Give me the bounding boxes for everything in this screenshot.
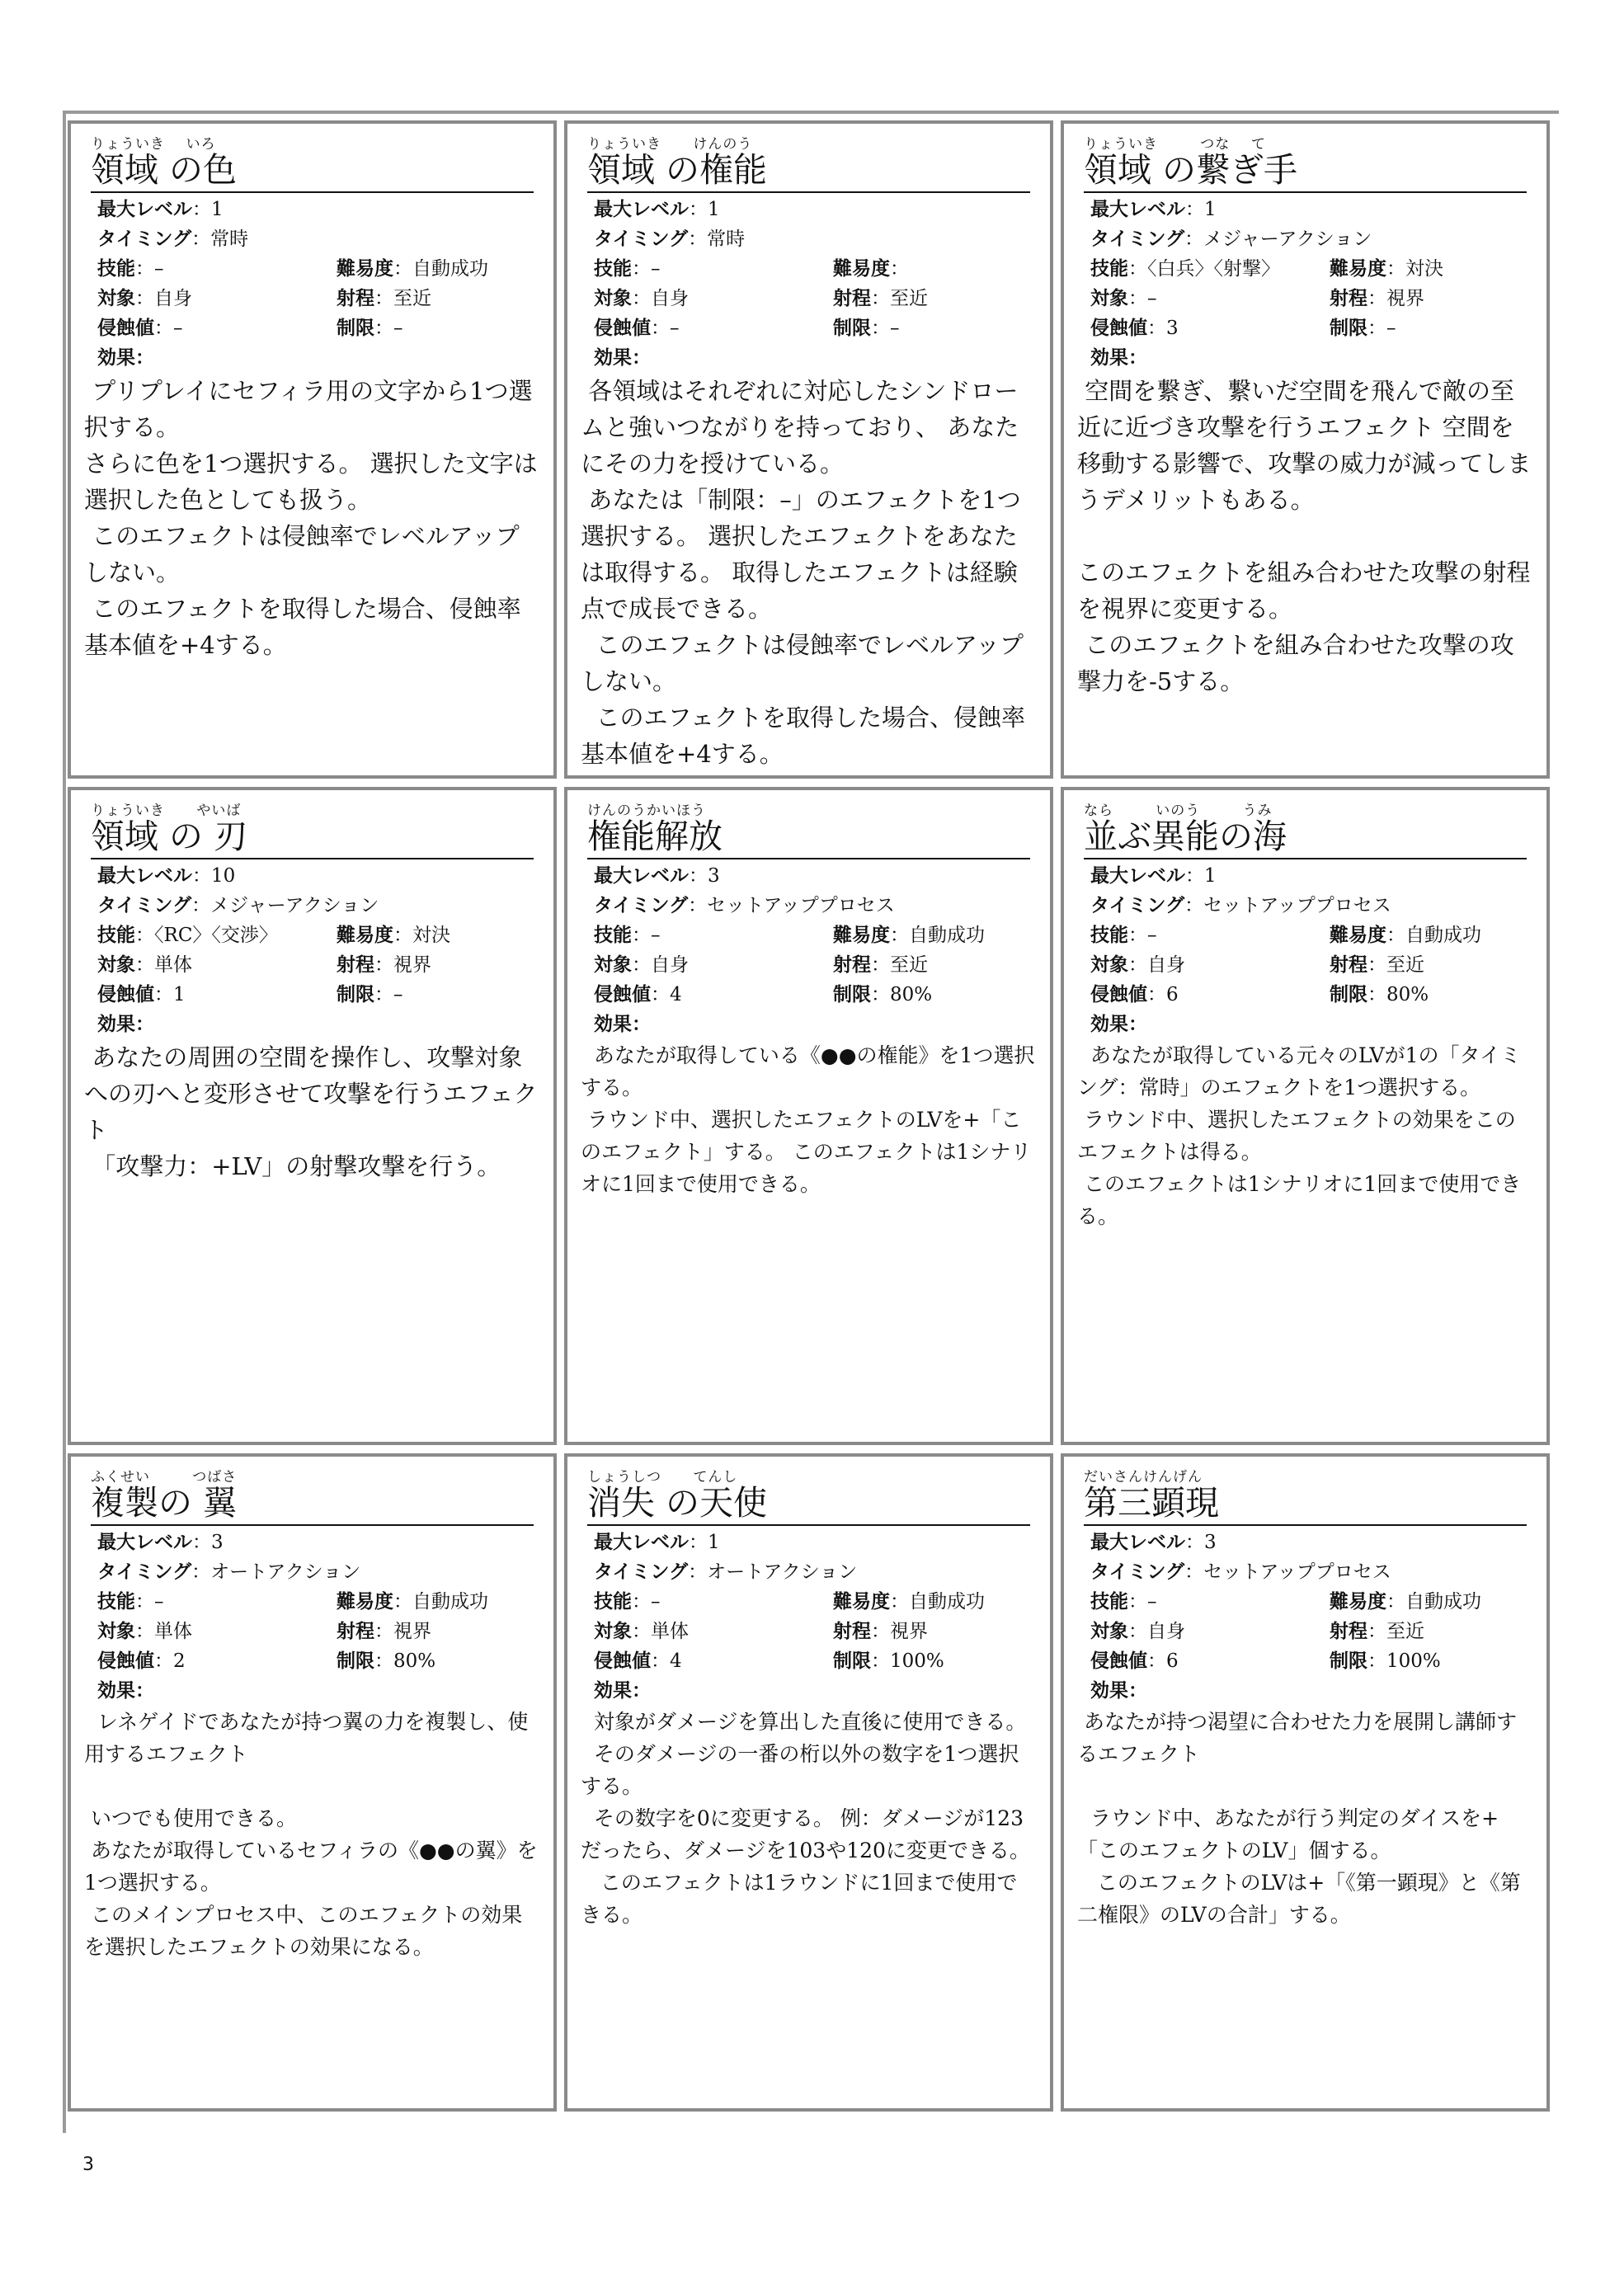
card-stats <box>1090 1528 1533 1676</box>
sep: ： <box>374 318 393 339</box>
erosion-value: 6 <box>1166 1650 1179 1672</box>
skill-label: 技能 <box>97 1591 135 1613</box>
difficulty-label: 難易度 <box>833 1591 890 1613</box>
max-level-value: 3 <box>708 865 720 887</box>
skill-value: – <box>651 925 661 946</box>
timing-value: セットアッププロセス <box>1203 895 1391 916</box>
sep: ： <box>651 1650 670 1672</box>
effect-text: あなたが取得している元々のLVが1の「タイミング：常時」のエフェクトを1つ選択する。 ラウンド中、選択したエフェクトの効果をこのエフェクトは得る。 このエフェクトは1シナリオに1回まで使用できる。 <box>1077 1043 1522 1228</box>
difficulty-value: 自動成功 <box>1405 925 1481 946</box>
target-label: 対象 <box>1090 1621 1128 1642</box>
card-title: 領域 の 刃 <box>91 815 534 859</box>
difficulty-value: 自動成功 <box>412 1591 488 1613</box>
skill-label: 技能 <box>1090 1591 1128 1613</box>
target-value: 自身 <box>1147 954 1185 976</box>
card-ruby: けんのうかいほう <box>587 803 706 819</box>
target-value: – <box>1147 288 1157 309</box>
effect-card <box>68 120 557 779</box>
max-level-label: 最大レベル <box>594 199 689 220</box>
card-title: 領域 の権能 <box>587 148 1030 193</box>
sep: ： <box>135 347 154 369</box>
limit-label: 制限 <box>833 1650 871 1672</box>
limit-value: 100% <box>1386 1650 1441 1672</box>
timing-label: タイミング <box>594 895 689 916</box>
timing-value: メジャーアクション <box>210 895 379 916</box>
sep: ： <box>1367 984 1386 1005</box>
limit-value: – <box>1386 318 1396 339</box>
target-label: 対象 <box>594 288 632 309</box>
effect-heading <box>1090 343 1533 373</box>
timing-label: タイミング <box>1090 895 1185 916</box>
sep: ： <box>135 258 154 280</box>
sep: ： <box>154 984 173 1005</box>
range-label: 射程 <box>337 954 374 976</box>
sep: ： <box>688 895 708 916</box>
card-title: 権能解放 <box>587 815 1030 859</box>
effect-heading <box>594 1010 1037 1039</box>
effect-heading <box>594 1676 1037 1706</box>
erosion-value: 3 <box>1166 318 1179 339</box>
effect-text: あなたの周囲の空間を操作し、攻撃対象への刃へと変形させて攻撃を行うエフェクト 「攻撃力：+LV」の射撃攻撃を行う。 <box>84 1043 538 1180</box>
sep: ： <box>1367 288 1386 309</box>
card-ruby: りょういき やいば <box>91 803 242 819</box>
sep: ： <box>1128 1621 1147 1642</box>
difficulty-value: 自動成功 <box>412 258 488 280</box>
range-value: 視界 <box>393 954 431 976</box>
sep: ： <box>393 1591 412 1613</box>
sep: ： <box>1128 925 1147 946</box>
effect-card <box>1061 1453 1550 2112</box>
sep: ： <box>1128 347 1147 369</box>
limit-value: – <box>393 984 403 1005</box>
target-label: 対象 <box>1090 288 1128 309</box>
erosion-value: – <box>173 318 183 339</box>
max-level-value: 1 <box>708 199 720 220</box>
timing-value: メジャーアクション <box>1203 228 1372 250</box>
target-value: 単体 <box>651 1621 689 1642</box>
erosion-label: 侵蝕値 <box>1090 984 1147 1005</box>
sep: ： <box>1386 258 1405 280</box>
effect-heading <box>1090 1676 1533 1706</box>
sep: ： <box>1128 1014 1147 1035</box>
effect-label: 効果 <box>97 1680 135 1702</box>
sep: ： <box>154 318 173 339</box>
sep: ： <box>374 984 393 1005</box>
sep: ： <box>689 1532 708 1553</box>
card-grid <box>68 120 1556 2128</box>
skill-value: – <box>1147 1591 1157 1613</box>
skill-label: 技能 <box>594 925 632 946</box>
max-level-value: 10 <box>211 865 236 887</box>
sep: ： <box>154 1650 173 1672</box>
target-label: 対象 <box>97 954 135 976</box>
erosion-value: 4 <box>670 1650 682 1672</box>
sep: ： <box>632 288 651 309</box>
limit-value: 80% <box>1386 984 1429 1005</box>
card-ruby: だいさんけんげん <box>1084 1469 1203 1486</box>
timing-label: タイミング <box>1090 228 1185 250</box>
card-title: 並ぶ異能の海 <box>1084 815 1527 859</box>
limit-value: 80% <box>890 984 933 1005</box>
sep: ： <box>393 925 412 946</box>
sep: ： <box>688 1561 708 1583</box>
timing-value: セットアッププロセス <box>707 895 895 916</box>
sep: ： <box>1184 1561 1204 1583</box>
card-ruby: りょういき けんのう <box>587 136 753 153</box>
max-level-label: 最大レベル <box>97 199 192 220</box>
range-label: 射程 <box>833 1621 871 1642</box>
limit-label: 制限 <box>1330 1650 1367 1672</box>
card-header <box>581 135 1037 193</box>
page-number: 3 <box>82 2154 94 2175</box>
effect-text: あなたが持つ渇望に合わせた力を展開し講師するエフェクト ラウンド中、あなたが行う判定のダイスを+「このエフェクトのLV」個する。 このエフェクトのLVは+「《第一顕現》と《第二権限》のLVの合計」する。 <box>1077 1710 1521 1927</box>
difficulty-value: 対決 <box>412 925 450 946</box>
limit-label: 制限 <box>337 318 374 339</box>
sep: ： <box>374 1621 393 1642</box>
effect-heading <box>97 343 540 373</box>
limit-label: 制限 <box>833 318 871 339</box>
range-label: 射程 <box>1330 1621 1367 1642</box>
timing-label: タイミング <box>1090 1561 1185 1583</box>
effect-label: 効果 <box>97 347 135 369</box>
difficulty-label: 難易度 <box>833 258 890 280</box>
range-value: 至近 <box>890 288 928 309</box>
range-value: 至近 <box>1386 1621 1424 1642</box>
sep: ： <box>374 288 393 309</box>
target-value: 自身 <box>651 954 689 976</box>
sep: ： <box>871 984 890 1005</box>
effect-label: 効果 <box>594 1680 632 1702</box>
limit-label: 制限 <box>1330 984 1367 1005</box>
effect-heading <box>1090 1010 1533 1039</box>
max-level-value: 3 <box>211 1532 224 1553</box>
effect-card <box>564 120 1053 779</box>
skill-label: 技能 <box>594 1591 632 1613</box>
target-value: 自身 <box>1147 1621 1185 1642</box>
card-title: 第三顕現 <box>1084 1481 1527 1526</box>
erosion-label: 侵蝕値 <box>97 984 154 1005</box>
target-value: 自身 <box>651 288 689 309</box>
difficulty-value: 対決 <box>1405 258 1443 280</box>
limit-value: – <box>393 318 403 339</box>
erosion-value: 6 <box>1166 984 1179 1005</box>
range-value: 至近 <box>890 954 928 976</box>
effect-text: あなたが取得している《●●の権能》を1つ選択する。 ラウンド中、選択したエフェクトのLVを+「このエフェクト」する。 このエフェクトは1シナリオに1回まで使用できる。 <box>581 1043 1035 1196</box>
sep: ： <box>632 347 651 369</box>
card-stats <box>1090 195 1533 343</box>
erosion-label: 侵蝕値 <box>1090 1650 1147 1672</box>
card-ruby: りょういき つな て <box>1084 136 1266 153</box>
card-title: 消失 の天使 <box>587 1481 1030 1526</box>
erosion-label: 侵蝕値 <box>97 1650 154 1672</box>
card-ruby: りょういき いろ <box>91 136 216 153</box>
sep: ： <box>1367 954 1386 976</box>
max-level-label: 最大レベル <box>1090 199 1185 220</box>
range-value: 視界 <box>1386 288 1424 309</box>
effect-card <box>564 787 1053 1445</box>
sep: ： <box>1147 318 1166 339</box>
sep: ： <box>374 954 393 976</box>
sep: ： <box>1128 288 1147 309</box>
effect-heading <box>97 1676 540 1706</box>
erosion-label: 侵蝕値 <box>594 984 651 1005</box>
card-header <box>581 1468 1037 1526</box>
sep: ： <box>890 1591 909 1613</box>
erosion-value: 1 <box>173 984 186 1005</box>
card-stats <box>97 1528 540 1676</box>
difficulty-label: 難易度 <box>1330 925 1386 946</box>
effect-label: 効果 <box>97 1014 135 1035</box>
sep: ： <box>135 1680 154 1702</box>
sep: ： <box>192 1532 211 1553</box>
range-label: 射程 <box>833 954 871 976</box>
difficulty-label: 難易度 <box>1330 1591 1386 1613</box>
skill-value: – <box>154 258 164 280</box>
sep: ： <box>135 925 154 946</box>
sep: ： <box>191 1561 211 1583</box>
range-label: 射程 <box>833 288 871 309</box>
timing-label: タイミング <box>594 1561 689 1583</box>
effect-card <box>68 1453 557 2112</box>
limit-value: 80% <box>393 1650 436 1672</box>
sep: ： <box>135 288 154 309</box>
limit-value: 100% <box>890 1650 944 1672</box>
timing-value: オートアクション <box>707 1561 858 1583</box>
difficulty-value: 自動成功 <box>909 1591 985 1613</box>
sep: ： <box>632 925 651 946</box>
target-value: 自身 <box>154 288 192 309</box>
difficulty-label: 難易度 <box>337 258 393 280</box>
timing-label: タイミング <box>97 1561 192 1583</box>
target-label: 対象 <box>1090 954 1128 976</box>
sep: ： <box>1386 1591 1405 1613</box>
target-label: 対象 <box>594 1621 632 1642</box>
effect-text: レネゲイドであなたが持つ翼の力を複製し、使用するエフェクト いつでも使用できる。 あなたが取得しているセフィラの《●●の翼》を1つ選択する。 このメインプロセス中、このエフェクトの効果を選択したエフェクトの効果になる。 <box>84 1710 538 1959</box>
sep: ： <box>890 925 909 946</box>
sep: ： <box>1367 1650 1386 1672</box>
card-title: 複製の 翼 <box>91 1481 534 1526</box>
sep: ： <box>688 228 708 250</box>
max-level-value: 1 <box>1204 865 1217 887</box>
effect-heading <box>594 343 1037 373</box>
range-value: 至近 <box>1386 954 1424 976</box>
effect-text: プリプレイにセフィラ用の文字から1つ選択する。 さらに色を1つ選択する。 選択した文字は選択した色としても扱う。 このエフェクトは侵蝕率でレベルアップしない。 このエフェクトを取得した場合、侵蝕率基本値を+4する。 <box>84 377 538 659</box>
timing-value: 常時 <box>210 228 249 250</box>
max-level-label: 最大レベル <box>594 865 689 887</box>
sep: ： <box>632 954 651 976</box>
sep: ： <box>393 258 412 280</box>
range-label: 射程 <box>337 1621 374 1642</box>
max-level-label: 最大レベル <box>1090 865 1185 887</box>
limit-label: 制限 <box>833 984 871 1005</box>
erosion-label: 侵蝕値 <box>594 1650 651 1672</box>
skill-value: – <box>1147 925 1157 946</box>
effect-card <box>1061 787 1550 1445</box>
timing-value: オートアクション <box>210 1561 361 1583</box>
limit-label: 制限 <box>337 1650 374 1672</box>
sep: ： <box>689 865 708 887</box>
max-level-value: 3 <box>1204 1532 1217 1553</box>
erosion-value: – <box>670 318 680 339</box>
timing-label: タイミング <box>97 228 192 250</box>
sep: ： <box>135 1621 154 1642</box>
card-header <box>84 802 540 859</box>
erosion-value: 4 <box>670 984 682 1005</box>
sep: ： <box>871 954 890 976</box>
card-header <box>1077 1468 1533 1526</box>
effect-label: 効果 <box>1090 1680 1128 1702</box>
range-label: 射程 <box>1330 954 1367 976</box>
card-stats <box>594 861 1037 1010</box>
sep: ： <box>1386 925 1405 946</box>
max-level-value: 1 <box>211 199 224 220</box>
sep: ： <box>1367 1621 1386 1642</box>
sep: ： <box>632 1680 651 1702</box>
sep: ： <box>135 1014 154 1035</box>
timing-value: 常時 <box>707 228 746 250</box>
effect-text: 対象がダメージを算出した直後に使用できる。 そのダメージの一番の桁以外の数字を1つ選択する。 その数字を0に変更する。 例：ダメージが123だったら、ダメージを103や120に変更できる。 このエフェクトは1ラウンドに1回まで使用できる。 <box>581 1710 1030 1927</box>
target-label: 対象 <box>594 954 632 976</box>
sep: ： <box>1128 954 1147 976</box>
card-header <box>84 1468 540 1526</box>
sep: ： <box>632 1014 651 1035</box>
erosion-value: 2 <box>173 1650 186 1672</box>
skill-label: 技能 <box>1090 925 1128 946</box>
effect-card <box>564 1453 1053 2112</box>
sep: ： <box>632 1621 651 1642</box>
erosion-label: 侵蝕値 <box>97 318 154 339</box>
sep: ： <box>1147 1650 1166 1672</box>
effect-label: 効果 <box>594 1014 632 1035</box>
card-stats <box>594 1528 1037 1676</box>
sep: ： <box>1185 199 1204 220</box>
skill-value: – <box>651 258 661 280</box>
difficulty-label: 難易度 <box>337 925 393 946</box>
card-stats <box>594 195 1037 343</box>
effect-text: 空間を繋ぎ、繋いだ空間を飛んで敵の至近に近づき攻撃を行うエフェクト 空間を移動する影響で、攻撃の威力が減ってしまうデメリットもある。 このエフェクトを組み合わせた攻撃の射程を視界に変更する。 このエフェクトを組み合わせた攻撃の攻撃力を-5する。 <box>1077 377 1532 695</box>
skill-label: 技能 <box>97 258 135 280</box>
erosion-label: 侵蝕値 <box>594 318 651 339</box>
sep: ： <box>135 1591 154 1613</box>
sep: ： <box>871 1650 890 1672</box>
difficulty-value: 自動成功 <box>909 925 985 946</box>
erosion-label: 侵蝕値 <box>1090 318 1147 339</box>
skill-label: 技能 <box>594 258 632 280</box>
range-label: 射程 <box>1330 288 1367 309</box>
effect-heading <box>97 1010 540 1039</box>
skill-value: 〈RC〉〈交渉〉 <box>154 925 278 946</box>
sep: ： <box>192 865 211 887</box>
sep: ： <box>1128 1680 1147 1702</box>
max-level-label: 最大レベル <box>594 1532 689 1553</box>
card-ruby: ふくせい つばさ <box>91 1469 238 1486</box>
sep: ： <box>1184 228 1204 250</box>
sep: ： <box>890 258 909 280</box>
effect-label: 効果 <box>1090 347 1128 369</box>
target-value: 単体 <box>154 954 192 976</box>
sep: ： <box>191 895 211 916</box>
target-value: 単体 <box>154 1621 192 1642</box>
sep: ： <box>1128 1591 1147 1613</box>
difficulty-value: 自動成功 <box>1405 1591 1481 1613</box>
limit-label: 制限 <box>337 984 374 1005</box>
skill-value: – <box>651 1591 661 1613</box>
sep: ： <box>135 954 154 976</box>
effect-card <box>1061 120 1550 779</box>
card-header <box>1077 135 1533 193</box>
range-value: 至近 <box>393 288 431 309</box>
sep: ： <box>1185 1532 1204 1553</box>
max-level-label: 最大レベル <box>97 1532 192 1553</box>
sep: ： <box>1367 318 1386 339</box>
range-value: 視界 <box>890 1621 928 1642</box>
card-stats <box>97 861 540 1010</box>
timing-label: タイミング <box>97 895 192 916</box>
timing-label: タイミング <box>594 228 689 250</box>
sep: ： <box>191 228 211 250</box>
difficulty-label: 難易度 <box>1330 258 1386 280</box>
sep: ： <box>871 1621 890 1642</box>
card-title: 領域 の繋ぎ手 <box>1084 148 1527 193</box>
card-ruby: しょうしつ てんし <box>587 1469 738 1486</box>
sep: ： <box>871 318 890 339</box>
card-header <box>1077 802 1533 859</box>
sep: ： <box>1147 984 1166 1005</box>
card-stats <box>1090 861 1533 1010</box>
range-value: 視界 <box>393 1621 431 1642</box>
sep: ： <box>632 258 651 280</box>
sep: ： <box>871 288 890 309</box>
sep: ： <box>632 1591 651 1613</box>
sep: ： <box>1128 258 1147 280</box>
range-label: 射程 <box>337 288 374 309</box>
sep: ： <box>651 984 670 1005</box>
timing-value: セットアッププロセス <box>1203 1561 1391 1583</box>
skill-value: – <box>154 1591 164 1613</box>
card-ruby: なら いのう うみ <box>1084 803 1273 819</box>
max-level-value: 1 <box>708 1532 720 1553</box>
effect-card <box>68 787 557 1445</box>
effect-label: 効果 <box>594 347 632 369</box>
target-label: 対象 <box>97 288 135 309</box>
sep: ： <box>374 1650 393 1672</box>
max-level-value: 1 <box>1204 199 1217 220</box>
skill-label: 技能 <box>97 925 135 946</box>
sep: ： <box>1184 895 1204 916</box>
effect-label: 効果 <box>1090 1014 1128 1035</box>
max-level-label: 最大レベル <box>97 865 192 887</box>
skill-value: 〈白兵〉〈射撃〉 <box>1147 258 1280 280</box>
sep: ： <box>651 318 670 339</box>
difficulty-label: 難易度 <box>337 1591 393 1613</box>
card-title: 領域 の色 <box>91 148 534 193</box>
target-label: 対象 <box>97 1621 135 1642</box>
max-level-label: 最大レベル <box>1090 1532 1185 1553</box>
card-stats <box>97 195 540 343</box>
effect-text: 各領域はそれぞれに対応したシンドロームと強いつながりを持っており、 あなたにその力を授けている。 あなたは「制限：–」のエフェクトを1つ選択する。 選択したエフェクトをあなたは取得する。 取得したエフェクトは経験点で成長できる。 このエフェクトは侵蝕率でレベルアップしない。 このエフェクトを取得した場合、侵蝕率基本値を+4する。 <box>581 377 1025 768</box>
limit-value: – <box>890 318 900 339</box>
skill-label: 技能 <box>1090 258 1128 280</box>
card-header <box>581 802 1037 859</box>
limit-label: 制限 <box>1330 318 1367 339</box>
card-header <box>84 135 540 193</box>
sep: ： <box>689 199 708 220</box>
sep: ： <box>1185 865 1204 887</box>
sep: ： <box>192 199 211 220</box>
difficulty-label: 難易度 <box>833 925 890 946</box>
